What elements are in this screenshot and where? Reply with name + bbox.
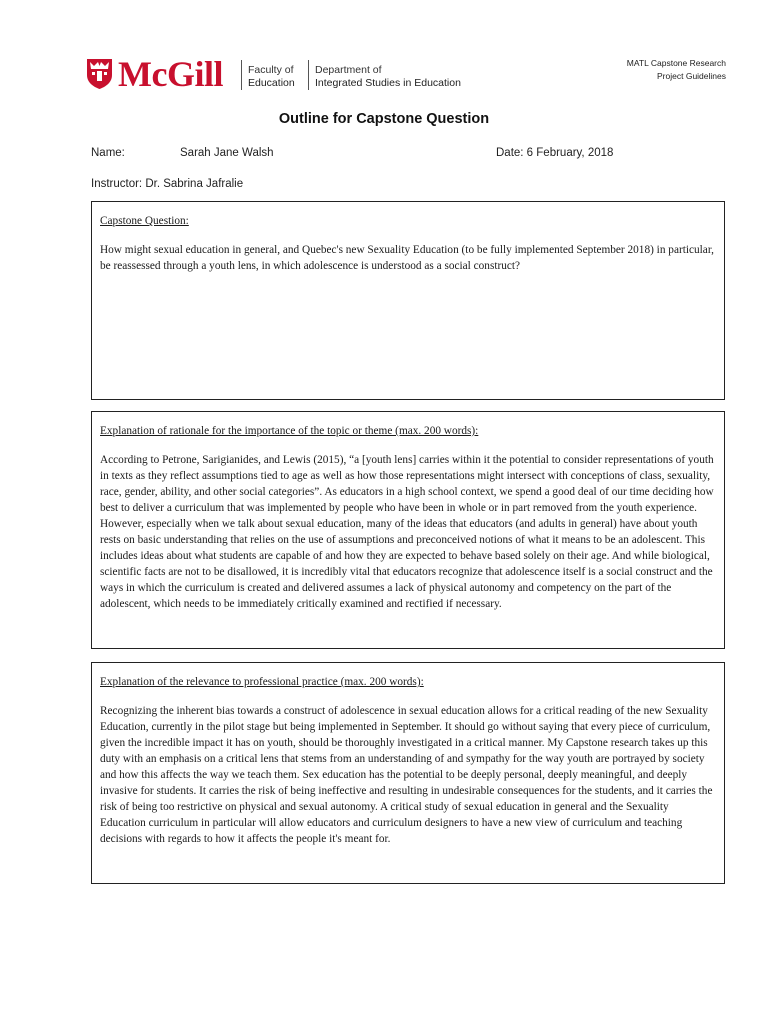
section-body: According to Petrone, Sarigianides, and Lewis (2015), “a [youth lens] carries within it the potential to consider representations of youth in texts as they reflect assumptions tied to age as well as how those representations might intersect with conceptions of class, sexuality, race, gender, ability, and other social categories”. As educators in a high school context, we spend a good deal of our time deciding how best to deliver a curriculum that was implemented by people who have been in whole or in part removed from the youth experience. However, especially when we talk about sexual education, many of the ideas that educators (and adults in general) have about youth rests on basic understanding that relies on the use of assumptions and preconceived notions of what it means to be an adolescent. This includes ideas about what students are capable of and how they are expected to behave based solely on their age. And while biological, scientific facts are not to be disallowed, it is incredibly vital that educators recognize that adolescence itself is a social construct and the ways in which the curriculum is created and delivered assumes a lack of physical autonomy and competency on the part of the adolescent, which needs to be immediately critically examined and rectified if necessary. bbox=[100, 454, 714, 610]
section-heading: Capstone Question: bbox=[100, 215, 189, 227]
faculty-line-2: Education bbox=[248, 77, 295, 89]
relevance-box bbox=[91, 662, 725, 884]
page-header bbox=[86, 56, 726, 100]
faculty-label bbox=[248, 64, 295, 90]
department-line-2: Integrated Studies in Education bbox=[315, 77, 461, 89]
section-heading: Explanation of rationale for the importance of the topic or theme (max. 200 words): bbox=[100, 425, 479, 437]
section-heading: Explanation of the relevance to professional practice (max. 200 words): bbox=[100, 676, 424, 688]
department-label bbox=[315, 64, 461, 90]
instructor-label: Instructor: Dr. Sabrina Jafralie bbox=[91, 178, 244, 190]
guidelines-line-1: MATL Capstone Research bbox=[626, 58, 726, 68]
name-label: Name: bbox=[91, 147, 125, 159]
guidelines-label bbox=[627, 57, 726, 83]
date-label: Date: 6 February, 2018 bbox=[496, 147, 614, 159]
guidelines-line-2: Project Guidelines bbox=[657, 71, 726, 81]
section-body: Recognizing the inherent bias towards a construct of adolescence in sexual education allows for a critical reading of the new Sexuality Education, currently in the pilot stage but being implemented in September. It should go without saying that every piece of curriculum, given the incredible impact it has on youth, should be thoroughly investigated in a critical manner. My Capstone research takes up this duty with an emphasis on a critical lens that stems from an understanding of and sympathy for the way youth are portrayed by society and how this affects the way we teach them. Sex education has the potential to be deeply personal, deeply meaningful, and deeply invasive for students. It carries the risk of being ineffective and resulting in undesirable consequences for the students, and it carries the risk of being too restrictive on physical and sexual autonomy. A critical study of sexual education in general and the Sexuality Education curriculum in particular will allow educators and curriculum designers to have a new view of curriculum and teaching decisions with regards to how it affects the people it's meant for. bbox=[100, 705, 713, 845]
mcgill-logo: McGill bbox=[118, 54, 223, 94]
rationale-box bbox=[91, 411, 725, 649]
divider bbox=[241, 60, 242, 90]
section-body: How might sexual education in general, and Quebec's new Sexuality Education (to be fully implemented September 2018) in particular, be reassessed through a youth lens, in which adolescence is understood as a social construct? bbox=[100, 244, 714, 272]
name-value: Sarah Jane Walsh bbox=[180, 147, 274, 159]
department-line-1: Department of bbox=[315, 64, 382, 76]
mcgill-crest-icon bbox=[86, 58, 113, 90]
page-title: Outline for Capstone Question bbox=[278, 111, 490, 127]
divider bbox=[308, 60, 309, 90]
capstone-question-box bbox=[91, 201, 725, 400]
faculty-line-1: Faculty of bbox=[248, 64, 294, 76]
